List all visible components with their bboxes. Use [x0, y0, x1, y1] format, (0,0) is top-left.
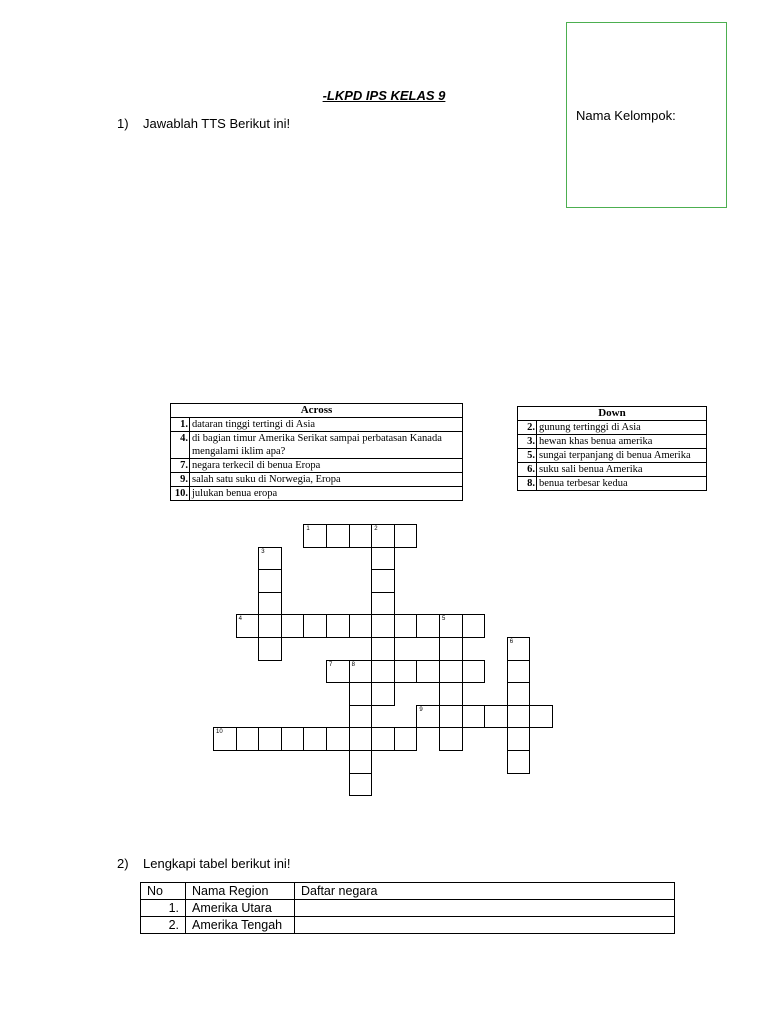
- clue-text: salah satu suku di Norwegia, Eropa: [190, 473, 463, 487]
- clue-text: dataran tinggi tertingi di Asia: [190, 418, 463, 432]
- row-region: Amerika Tengah: [186, 917, 295, 934]
- crossword-cell[interactable]: [394, 660, 418, 684]
- crossword-cell-number: 5: [442, 616, 446, 623]
- crossword-cell-number: 4: [238, 616, 242, 623]
- crossword-cell[interactable]: [349, 524, 373, 548]
- crossword-cell[interactable]: [349, 705, 373, 729]
- crossword-cell[interactable]: [326, 614, 350, 638]
- clue-number: 8.: [518, 477, 537, 491]
- across-heading: Across: [171, 404, 463, 418]
- crossword-cell[interactable]: [462, 660, 486, 684]
- crossword-cell[interactable]: [303, 727, 327, 751]
- row-region: Amerika Utara: [186, 900, 295, 917]
- crossword-cell[interactable]: [507, 750, 531, 774]
- across-clues-table: [170, 403, 463, 501]
- header-region: Nama Region: [186, 883, 295, 900]
- crossword-cell[interactable]: [484, 705, 508, 729]
- header-no: No: [141, 883, 186, 900]
- crossword-cell-number: 2: [374, 526, 378, 532]
- crossword-cell-number: 7: [329, 661, 333, 668]
- clue-row: [171, 418, 463, 432]
- crossword-cell[interactable]: [281, 614, 305, 638]
- clue-text: hewan khas benua amerika: [537, 435, 707, 449]
- crossword-cell[interactable]: [371, 592, 395, 616]
- crossword-cell[interactable]: [462, 614, 486, 638]
- crossword-cell[interactable]: [349, 773, 373, 797]
- crossword-cell[interactable]: [349, 727, 373, 751]
- question-1-number: 1): [117, 116, 129, 131]
- crossword-cell[interactable]: [462, 705, 486, 729]
- crossword-cell[interactable]: [371, 524, 395, 548]
- crossword-cell[interactable]: [371, 727, 395, 751]
- clue-text: sungai terpanjang di benua Amerika: [537, 449, 707, 463]
- clue-number: 2.: [518, 421, 537, 435]
- crossword-cell[interactable]: [213, 727, 237, 751]
- region-table-header: [141, 883, 675, 900]
- page-title: -LKPD IPS KELAS 9: [322, 88, 446, 103]
- crossword-cell[interactable]: [394, 614, 418, 638]
- crossword-cell[interactable]: [439, 637, 463, 661]
- clue-number: 7.: [171, 459, 190, 473]
- crossword-cell[interactable]: [371, 637, 395, 661]
- clue-row: [171, 432, 463, 459]
- crossword-cell[interactable]: [439, 705, 463, 729]
- crossword-cell-number: 10: [216, 729, 223, 736]
- crossword-cell[interactable]: [371, 547, 395, 571]
- crossword-cell[interactable]: [326, 524, 350, 548]
- clue-text: benua terbesar kedua: [537, 477, 707, 491]
- table-row: [141, 917, 675, 934]
- clue-row: [518, 449, 707, 463]
- clue-text: gunung tertinggi di Asia: [537, 421, 707, 435]
- crossword-cell[interactable]: [439, 682, 463, 706]
- row-no: 1.: [141, 900, 186, 917]
- crossword-cell[interactable]: [258, 547, 282, 571]
- crossword-cell[interactable]: [326, 660, 350, 684]
- crossword-cell[interactable]: [303, 614, 327, 638]
- clue-row: [518, 421, 707, 435]
- crossword-cell[interactable]: [394, 524, 418, 548]
- question-1-text: Jawablah TTS Berikut ini!: [143, 116, 291, 131]
- clue-row: [518, 477, 707, 491]
- crossword-cell[interactable]: [349, 660, 373, 684]
- crossword-cell[interactable]: [258, 727, 282, 751]
- crossword-cell[interactable]: [394, 727, 418, 751]
- crossword-cell[interactable]: [439, 727, 463, 751]
- crossword-cell[interactable]: [371, 682, 395, 706]
- crossword-cell[interactable]: [371, 660, 395, 684]
- clue-text: suku sali benua Amerika: [537, 463, 707, 477]
- clue-row: [171, 487, 463, 501]
- question-2-number: 2): [117, 856, 129, 871]
- crossword-cell[interactable]: [439, 660, 463, 684]
- table-row: [141, 900, 675, 917]
- crossword-cell-number: 3: [261, 548, 265, 555]
- crossword-cell[interactable]: [303, 524, 327, 548]
- crossword-cell-number: 1: [306, 526, 310, 532]
- clue-number: 9.: [171, 473, 190, 487]
- crossword-cell[interactable]: [507, 705, 531, 729]
- crossword-cell[interactable]: [507, 660, 531, 684]
- crossword-cell[interactable]: [236, 614, 260, 638]
- clue-row: [171, 459, 463, 473]
- clue-text: negara terkecil di benua Eropa: [190, 459, 463, 473]
- down-clues-table: [517, 406, 707, 491]
- region-table: [140, 882, 675, 934]
- crossword-cell[interactable]: [416, 660, 440, 684]
- crossword-cell[interactable]: [258, 614, 282, 638]
- clue-number: 6.: [518, 463, 537, 477]
- clue-row: [518, 435, 707, 449]
- clue-row: [518, 463, 707, 477]
- crossword-cell[interactable]: [349, 614, 373, 638]
- crossword-cell[interactable]: [349, 682, 373, 706]
- crossword-cell[interactable]: [439, 614, 463, 638]
- crossword-cell[interactable]: [416, 705, 440, 729]
- question-2-text: Lengkapi tabel berikut ini!: [143, 856, 291, 871]
- clue-text: julukan benua eropa: [190, 487, 463, 501]
- crossword-cell[interactable]: [507, 682, 531, 706]
- group-name-label: Nama Kelompok:: [576, 108, 676, 123]
- crossword-cell-number: 9: [419, 706, 423, 713]
- crossword-cell[interactable]: [349, 750, 373, 774]
- header-countries: Daftar negara: [295, 883, 675, 900]
- clue-number: 1.: [171, 418, 190, 432]
- crossword-cell[interactable]: [507, 637, 531, 661]
- clue-number: 3.: [518, 435, 537, 449]
- crossword-cell[interactable]: [258, 592, 282, 616]
- crossword-cell[interactable]: [371, 569, 395, 593]
- row-no: 2.: [141, 917, 186, 934]
- crossword-cell[interactable]: [371, 614, 395, 638]
- group-name-box[interactable]: [566, 22, 727, 208]
- crossword-cell[interactable]: [258, 569, 282, 593]
- crossword-cell[interactable]: [281, 727, 305, 751]
- question-2: [117, 856, 290, 871]
- crossword-cell[interactable]: [416, 614, 440, 638]
- clue-number: 5.: [518, 449, 537, 463]
- crossword-cell-number: 6: [509, 639, 514, 645]
- clue-row: [171, 473, 463, 487]
- down-heading: Down: [518, 407, 707, 421]
- crossword-cell[interactable]: [258, 637, 282, 661]
- row-countries-input[interactable]: [295, 900, 675, 917]
- crossword-cell[interactable]: [529, 705, 553, 729]
- crossword-cell-number: 8: [351, 661, 355, 668]
- crossword-cell[interactable]: [236, 727, 260, 751]
- clue-number: 10.: [171, 487, 190, 501]
- row-countries-input[interactable]: [295, 917, 675, 934]
- clue-number: 4.: [171, 432, 190, 459]
- question-1: [117, 116, 290, 131]
- crossword-cell[interactable]: [326, 727, 350, 751]
- crossword-cell[interactable]: [507, 727, 531, 751]
- clue-text: di bagian timur Amerika Serikat sampai perbatasan Kanada mengalami iklim apa?: [190, 432, 463, 459]
